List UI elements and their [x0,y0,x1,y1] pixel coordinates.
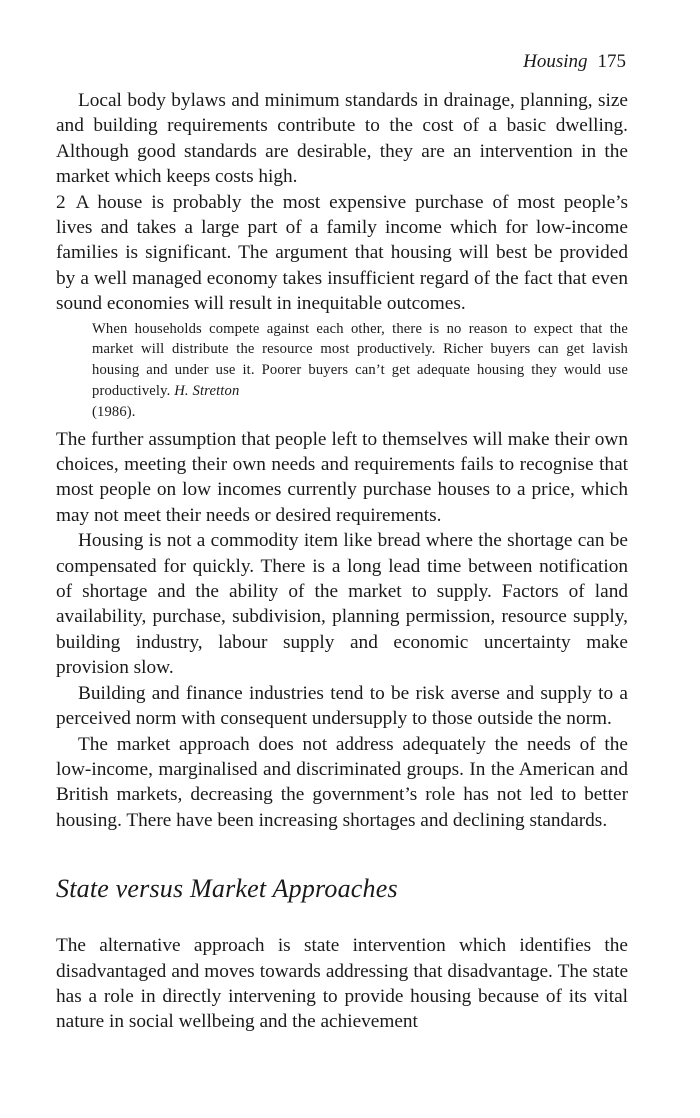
paragraph-commodity: Housing is not a commodity item like bread where the shortage can be compensated for quickly. There is a long lead time between notification of shortage and the ability of the market to supply. Factors of land availability, purchase, subdivision, planning permission, resource supply, building industry, labour supply and economic uncertainty make provision slow. [56,530,628,679]
point-number: 2 [56,191,66,213]
running-head-section: Housing [523,51,588,72]
paragraph-bylaws: Local body bylaws and minimum standards in drainage, planning, size and building requirements contribute to the cost of a basic dwelling. Although good standards are desirable, they are an intervention in the market which keeps costs high. [56,90,628,188]
paragraph-state-intervention: The alternative approach is state intervention which identifies the disadvantaged and moves towards addressing that disadvantage. The state has a role in directly intervening to provide housing because of its vital nature in social wellbeing and the achievement [56,935,628,1033]
book-page [56,50,628,1035]
quote-year: (1986). [92,403,136,420]
section-heading: State versus Market Approaches [56,874,398,904]
paragraph-market-approach: The market approach does not address adequately the needs of the low-income, marginalised and discriminated groups. In the American and British markets, decreasing the government’s role has not led to better housing. There have been increasing shortages and declining standards. [56,733,628,831]
page-number: 175 [597,51,626,72]
numbered-point-2 [56,190,628,317]
quote-text: When households compete against each other, there is no reason to expect that the market will distribute the resource most productively. Richer buyers can get lavish housing and under use it. Poorer buyers can’t get adequate housing they would use productively. [92,320,628,400]
paragraph-assumption: The further assumption that people left to themselves will make their own choices, meeting their own needs and requirements fails to recognise that most people on low incomes currently purchase houses to a price, which may not meet their needs or desired requirements. [56,428,628,526]
paragraph-risk-averse: Building and finance industries tend to be risk averse and supply to a perceived norm with consequent undersupply to those outside the norm. [56,682,628,730]
running-head [56,50,628,74]
point-text: A house is probably the most expensive purchase of most people’s lives and takes a large part of a family income which for low-income families is significant. The argument that housing will best be provided by a well managed economy takes insufficient regard of the fact that even sound economies will result in inequitable outcomes. [56,191,628,315]
quote-author: H. Stretton [174,383,240,400]
block-quote [92,319,628,423]
